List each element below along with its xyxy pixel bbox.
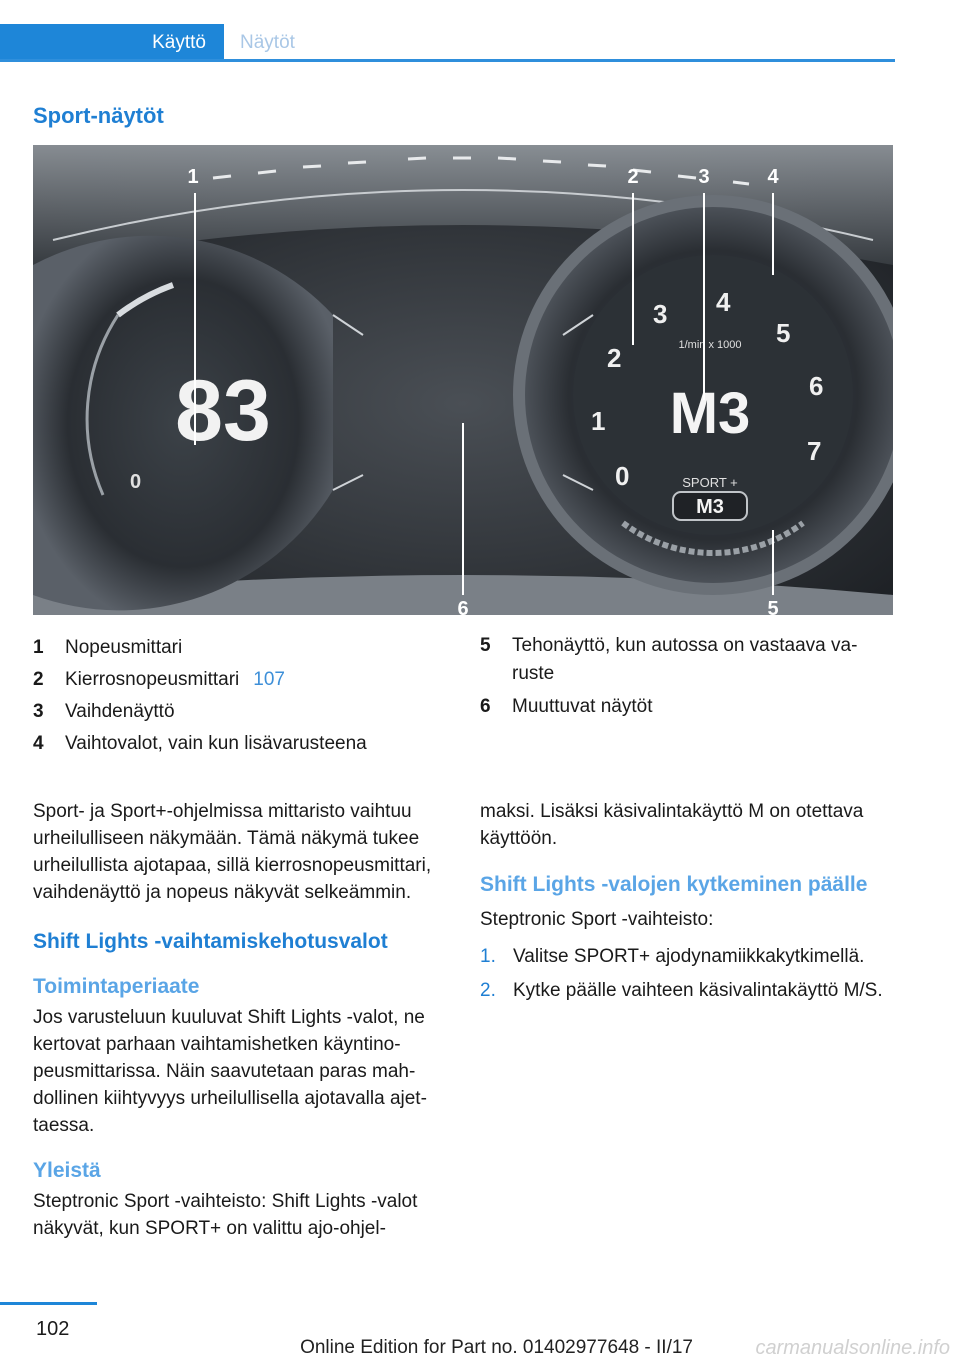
step-item: 2. Kytke päälle vaihteen käsivalintakäyttö M/S. [480,980,883,1001]
tab-naytot[interactable]: Näytöt [240,32,295,53]
body-column-left [33,798,453,1242]
steps-list [480,943,895,1004]
step-item: 1. Valitse SPORT+ ajodynamiikkakytkimellä. [480,946,865,967]
speed-zero-label: 0 [130,471,142,493]
heading-principle: Toimintaperiaate [33,975,200,998]
watermark: carmanualsonline.info [755,1337,950,1359]
footer-rule [0,1302,97,1305]
edition-note: Online Edition for Part no. 01402977648 - II/17 [300,1337,693,1358]
rpm-unit-label: 1/min x 1000 [678,339,742,351]
gear-indicator-small: M3 [696,496,724,518]
page-ref-link[interactable]: 107 [253,669,285,690]
rpm-tick-6: 6 [809,371,824,401]
rpm-tick-2: 2 [607,343,622,373]
instrument-cluster-image [33,145,893,615]
callout-1: 1 [187,166,199,188]
legend-left [33,632,453,760]
tab-kaytto[interactable]: Käyttö [0,24,224,62]
header-tab-bar [0,24,895,62]
gear-indicator: M3 [669,381,751,446]
callout-5: 5 [767,598,779,615]
rpm-tick-7: 7 [807,436,822,466]
callout-4: 4 [767,166,779,188]
general-paragraph: Steptronic Sport -vaihteisto: Shift Lights -valot näkyvät, kun SPORT+ on valittu ajo-ohjel- [33,1191,418,1239]
tab-underline [0,59,895,62]
rpm-tick-4: 4 [716,287,731,317]
body-column-right [480,798,895,1011]
callout-6: 6 [457,598,469,615]
rpm-tick-5: 5 [776,318,791,348]
principle-paragraph: Jos varusteluun kuuluvat Shift Lights -valot, ne kertovat parhaan vaihtamishetken käyntinopeusmittarissa. Näin saavutetaan paras mahdollinen kiihtyvyys urheilullisella ajotavalla ajettaessa. [33,1007,427,1136]
rpm-tick-1: 1 [591,406,606,436]
page-number: 102 [36,1318,70,1340]
legend-item: 2 Kierrosnopeusmittari 107 [33,669,285,690]
speed-readout: 83 [175,363,271,459]
legend-right [480,632,890,726]
heading-general: Yleistä [33,1159,101,1182]
legend-item: 3 Vaihdenäyttö [33,701,175,722]
rpm-tick-3: 3 [653,299,668,329]
heading-enable-shift-lights: Shift Lights -valojen kytkeminen päälle [480,873,868,896]
intro-paragraph: Sport- ja Sport+-ohjelmissa mittaristo vaihtuu urheilulliseen näkymään. Tämä näkymä tukee urheilullista ajotapaa, sillä kierrosnopeusmittari, vaihdenäyttö ja nopeus näkyvät selkeämmin. [33,801,432,903]
enable-intro: Steptronic Sport -vaihteisto: [480,909,714,930]
general-paragraph-cont: maksi. Lisäksi käsivalintakäyttö M on otettava käyttöön. [480,801,864,849]
legend-item: 5 Tehonäyttö, kun autossa on vastaava varuste [480,635,858,684]
section-title: Sport-näytöt [33,103,164,128]
sport-mode-label: SPORT + [682,475,738,490]
callout-2: 2 [627,166,639,188]
callout-3: 3 [698,166,710,188]
legend-item: 1 Nopeusmittari [33,637,183,658]
rpm-tick-0: 0 [615,461,630,491]
legend-item: 6 Muuttuvat näytöt [480,696,653,717]
heading-shift-lights: Shift Lights -vaihtamiskehotusvalot [33,930,388,953]
legend-item: 4 Vaihtovalot, vain kun lisävarusteena [33,733,367,754]
